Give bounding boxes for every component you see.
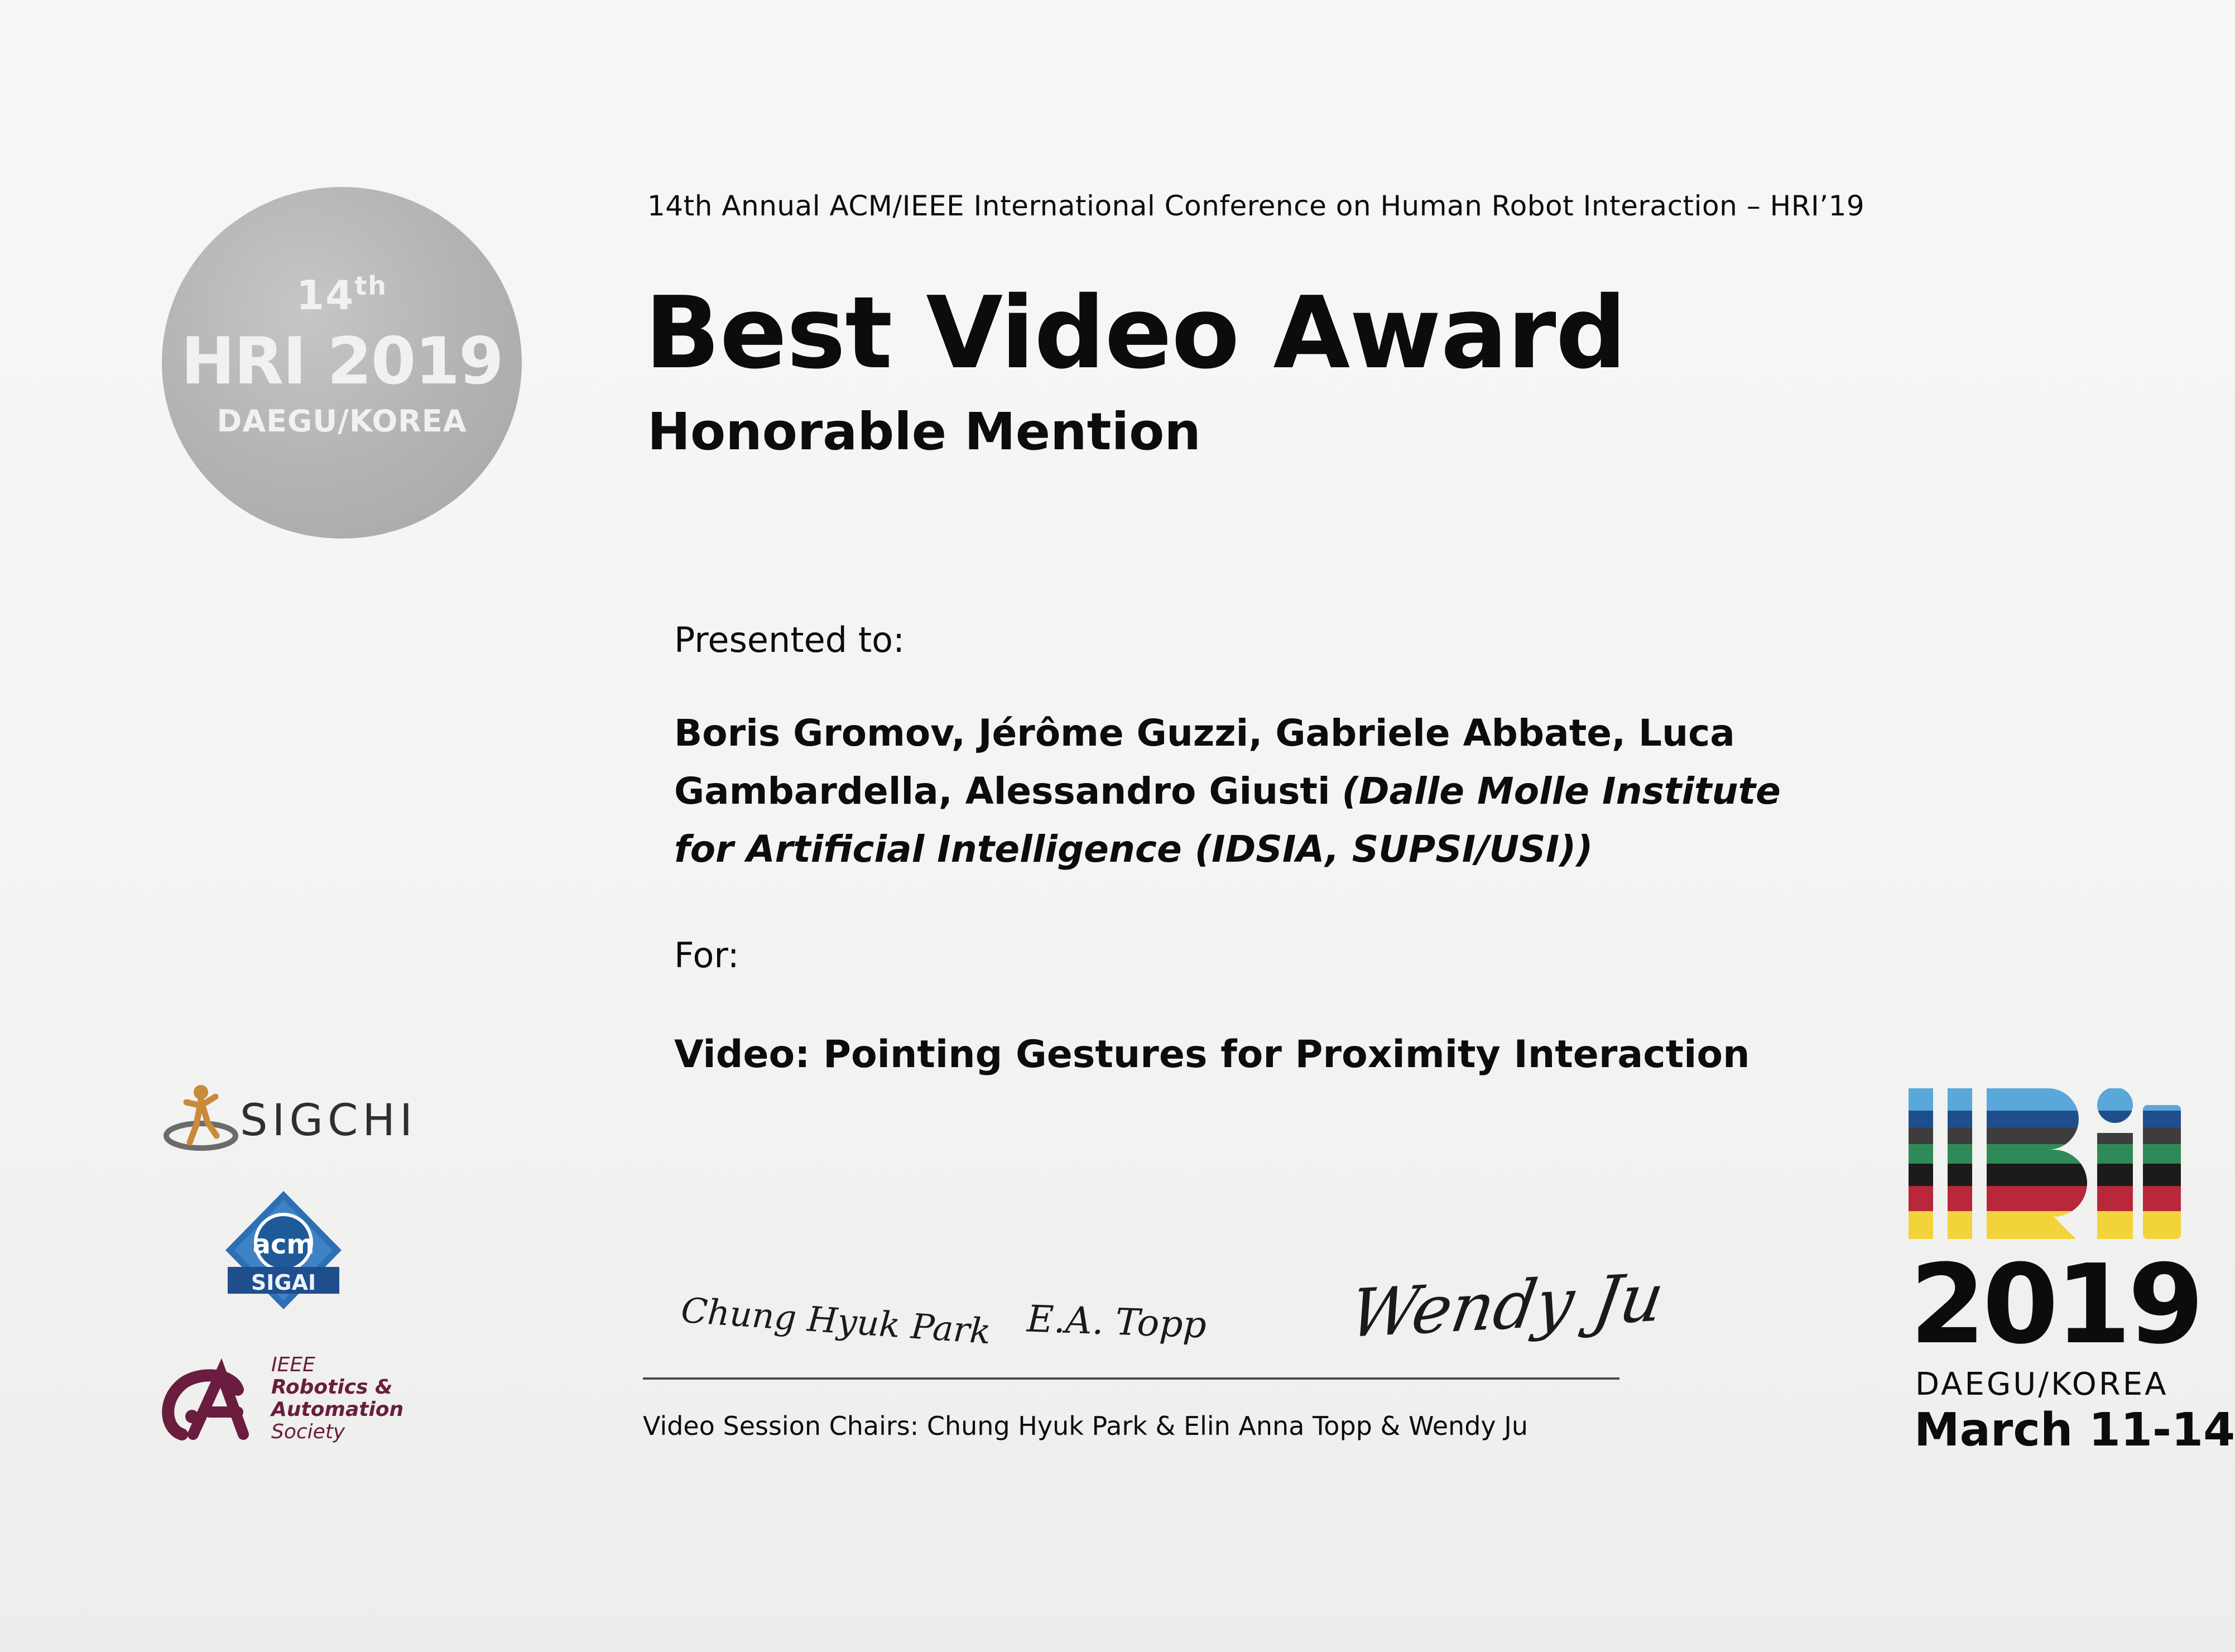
event-year: 2019 (1910, 1241, 2201, 1368)
presented-to-label: Presented to: (674, 620, 905, 660)
ras-robotics: Robotics & (271, 1376, 393, 1399)
signature-line (643, 1377, 1619, 1380)
recipient-affiliation: (Dalle Molle Institute for Artificial Intelligence (IDSIA, SUPSI/USI)) (674, 770, 1781, 871)
ieee-ras-logo (160, 1351, 427, 1446)
signature-area (642, 1245, 1670, 1390)
award-title: Best Video Award (645, 275, 1626, 391)
seal-ordinal-number: 14 (296, 272, 355, 319)
event-dates: March 11-14 (1914, 1404, 2235, 1457)
signature-park: Chung Hyuk Park (680, 1289, 992, 1352)
seal-event: HRI 2019 (181, 324, 503, 399)
seal-ordinal (162, 271, 522, 319)
event-place: DAEGU/KOREA (1915, 1366, 2169, 1403)
hri-stripes-logo (1909, 1088, 2188, 1245)
work-title: Video: Pointing Gestures for Proximity Interaction (674, 1032, 1750, 1077)
sigchi-logo (162, 1080, 430, 1158)
signature-topp: E.A. Topp (1026, 1297, 1208, 1347)
conference-name: 14th Annual ACM/IEEE International Conference on Human Robot Interaction – HRI’19 (647, 190, 1865, 222)
seal-ordinal-suffix: th (354, 271, 387, 301)
recipient-names: Boris Gromov, Jérôme Guzzi, Gabriele Abbate, Luca Gambardella, Alessandro Giusti (674, 712, 1735, 813)
sigchi-figure-icon (162, 1080, 240, 1158)
recipients-block (674, 704, 1790, 878)
sigai-wordmark: SIGAI (251, 1270, 316, 1295)
ras-ieee: IEEE (271, 1353, 315, 1376)
signature-ju: Wendy Ju (1344, 1258, 1670, 1353)
ras-emblem-icon (160, 1351, 266, 1446)
acm-wordmark: acm (252, 1229, 315, 1260)
award-subtitle: Honorable Mention (647, 402, 1201, 462)
hri-2019-seal (162, 187, 522, 539)
ras-automation: Automation (271, 1398, 404, 1421)
ras-society: Society (271, 1420, 345, 1443)
seal-location: DAEGU/KOREA (217, 404, 467, 439)
session-chairs: Video Session Chairs: Chung Hyuk Park & Elin Anna Topp & Wendy Ju (643, 1411, 1528, 1441)
acm-sigai-logo (222, 1189, 345, 1312)
for-label: For: (674, 935, 739, 976)
sigchi-wordmark: SIGCHI (240, 1096, 417, 1146)
ras-wordmark (271, 1354, 403, 1443)
